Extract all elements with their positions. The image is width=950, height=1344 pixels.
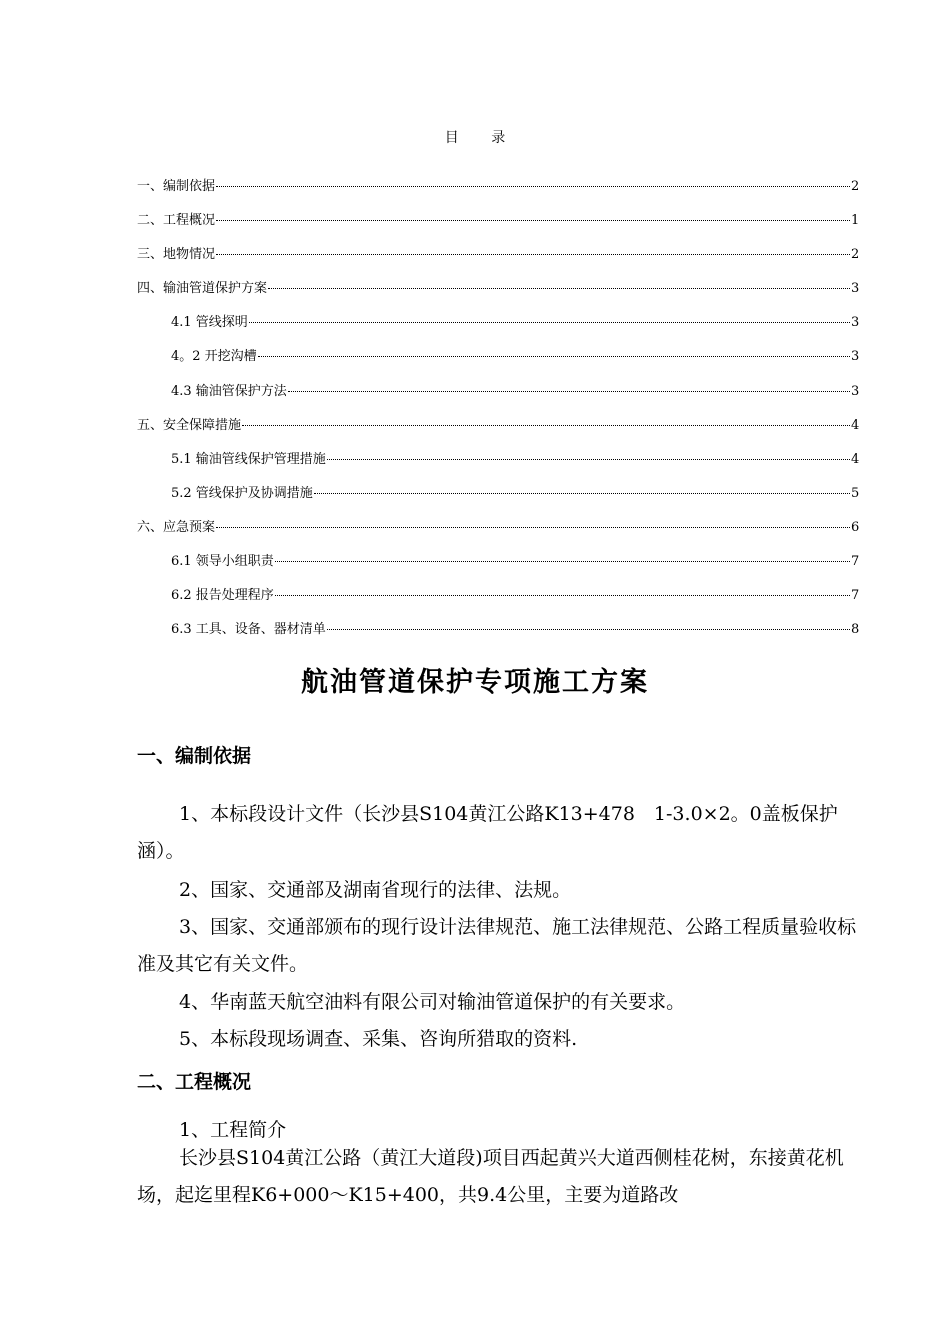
toc-entry-label: 4.1 管线探明: [171, 315, 248, 331]
toc-dot-leader: [327, 459, 850, 460]
toc-entry-label: 六、应急预案: [137, 519, 216, 535]
toc-dot-leader: [216, 186, 850, 187]
toc-title: 目 录: [444, 130, 520, 146]
toc-entry-label: 4。2 开挖沟槽: [171, 349, 257, 365]
toc-entry[interactable]: [137, 482, 859, 516]
section-heading-2: 二、工程概况: [137, 1071, 252, 1093]
toc-entry-page: 3: [851, 281, 860, 297]
toc-entry-label: 五、安全保障措施: [137, 417, 242, 433]
toc-entry[interactable]: [137, 175, 859, 209]
toc-entry[interactable]: [137, 209, 859, 243]
toc-dot-leader: [327, 629, 850, 630]
sub-heading: 1、工程简介: [179, 1119, 287, 1141]
toc-entry-page: 4: [851, 451, 860, 467]
paragraph: 4、华南蓝天航空油料有限公司对输油管道保护的有关要求。: [179, 991, 686, 1013]
toc-dot-leader: [288, 391, 850, 392]
toc-entry-page: 7: [851, 588, 860, 604]
toc-entry-label: 5.1 输油管线保护管理措施: [171, 451, 326, 467]
toc-entry[interactable]: [137, 243, 859, 277]
toc-entry-label: 一、编制依据: [137, 179, 216, 194]
toc-dot-leader: [216, 220, 850, 221]
toc-dot-leader: [275, 595, 850, 596]
paragraph: 长沙县S104黄江公路（黄江大道段)项目西起黄兴大道西侧桂花树，东接黄花机场，起迄里程K6+000～K15+400，共9.4公里，主要为道路改: [137, 1147, 844, 1206]
toc-entry[interactable]: [137, 277, 859, 311]
toc-dot-leader: [249, 322, 850, 323]
toc-entry-page: 6: [851, 519, 860, 535]
toc-entry-page: 2: [851, 179, 860, 194]
toc-entry-label: 三、地物情况: [137, 247, 216, 263]
section-heading-1: 一、编制依据: [137, 745, 252, 767]
toc-entry-label: 6.3 工具、设备、器材清单: [171, 622, 326, 638]
toc-entry-page: 4: [851, 417, 860, 433]
toc-entry[interactable]: [137, 618, 859, 652]
toc-entry[interactable]: [137, 345, 859, 379]
toc-entry-page: 3: [851, 315, 860, 331]
toc-entry-label: 6.2 报告处理程序: [171, 588, 274, 604]
table-of-contents: [137, 175, 859, 652]
toc-entry[interactable]: [137, 414, 859, 448]
toc-dot-leader: [216, 527, 850, 528]
toc-entry-page: 2: [851, 247, 860, 263]
toc-entry-page: 3: [851, 383, 860, 399]
toc-dot-leader: [258, 356, 850, 357]
paragraph: 1、本标段设计文件（长沙县S104黄江公路K13+478 1-3.0×2。0盖板保护涵）。: [137, 803, 838, 862]
toc-dot-leader: [268, 288, 850, 289]
toc-entry-page: 1: [851, 213, 860, 229]
toc-entry-page: 8: [851, 622, 860, 638]
toc-entry-label: 四、输油管道保护方案: [137, 281, 268, 297]
toc-entry[interactable]: [137, 448, 859, 482]
toc-entry[interactable]: [137, 550, 859, 584]
toc-entry[interactable]: [137, 516, 859, 550]
toc-entry-page: 3: [851, 349, 860, 365]
toc-entry-label: 二、工程概况: [137, 213, 216, 229]
paragraph: 3、国家、交通部颁布的现行设计法律规范、施工法律规范、公路工程质量验收标准及其它有关文件。: [137, 916, 857, 975]
toc-entry-label: 6.1 领导小组职责: [171, 554, 274, 570]
paragraph: 2、国家、交通部及湖南省现行的法律、法规。: [179, 879, 572, 901]
toc-entry[interactable]: [137, 380, 859, 414]
toc-dot-leader: [275, 561, 850, 562]
paragraph: 5、本标段现场调查、采集、咨询所猎取的资料.: [179, 1028, 578, 1050]
document-title: 航油管道保护专项施工方案: [301, 667, 649, 698]
toc-entry[interactable]: [137, 311, 859, 345]
toc-entry[interactable]: [137, 584, 859, 618]
toc-dot-leader: [242, 425, 850, 426]
toc-dot-leader: [216, 254, 850, 255]
toc-entry-page: 7: [851, 554, 860, 570]
toc-dot-leader: [314, 493, 850, 494]
toc-entry-label: 5.2 管线保护及协调措施: [171, 485, 313, 501]
toc-entry-page: 5: [851, 485, 860, 501]
toc-entry-label: 4.3 输油管保护方法: [171, 383, 287, 399]
